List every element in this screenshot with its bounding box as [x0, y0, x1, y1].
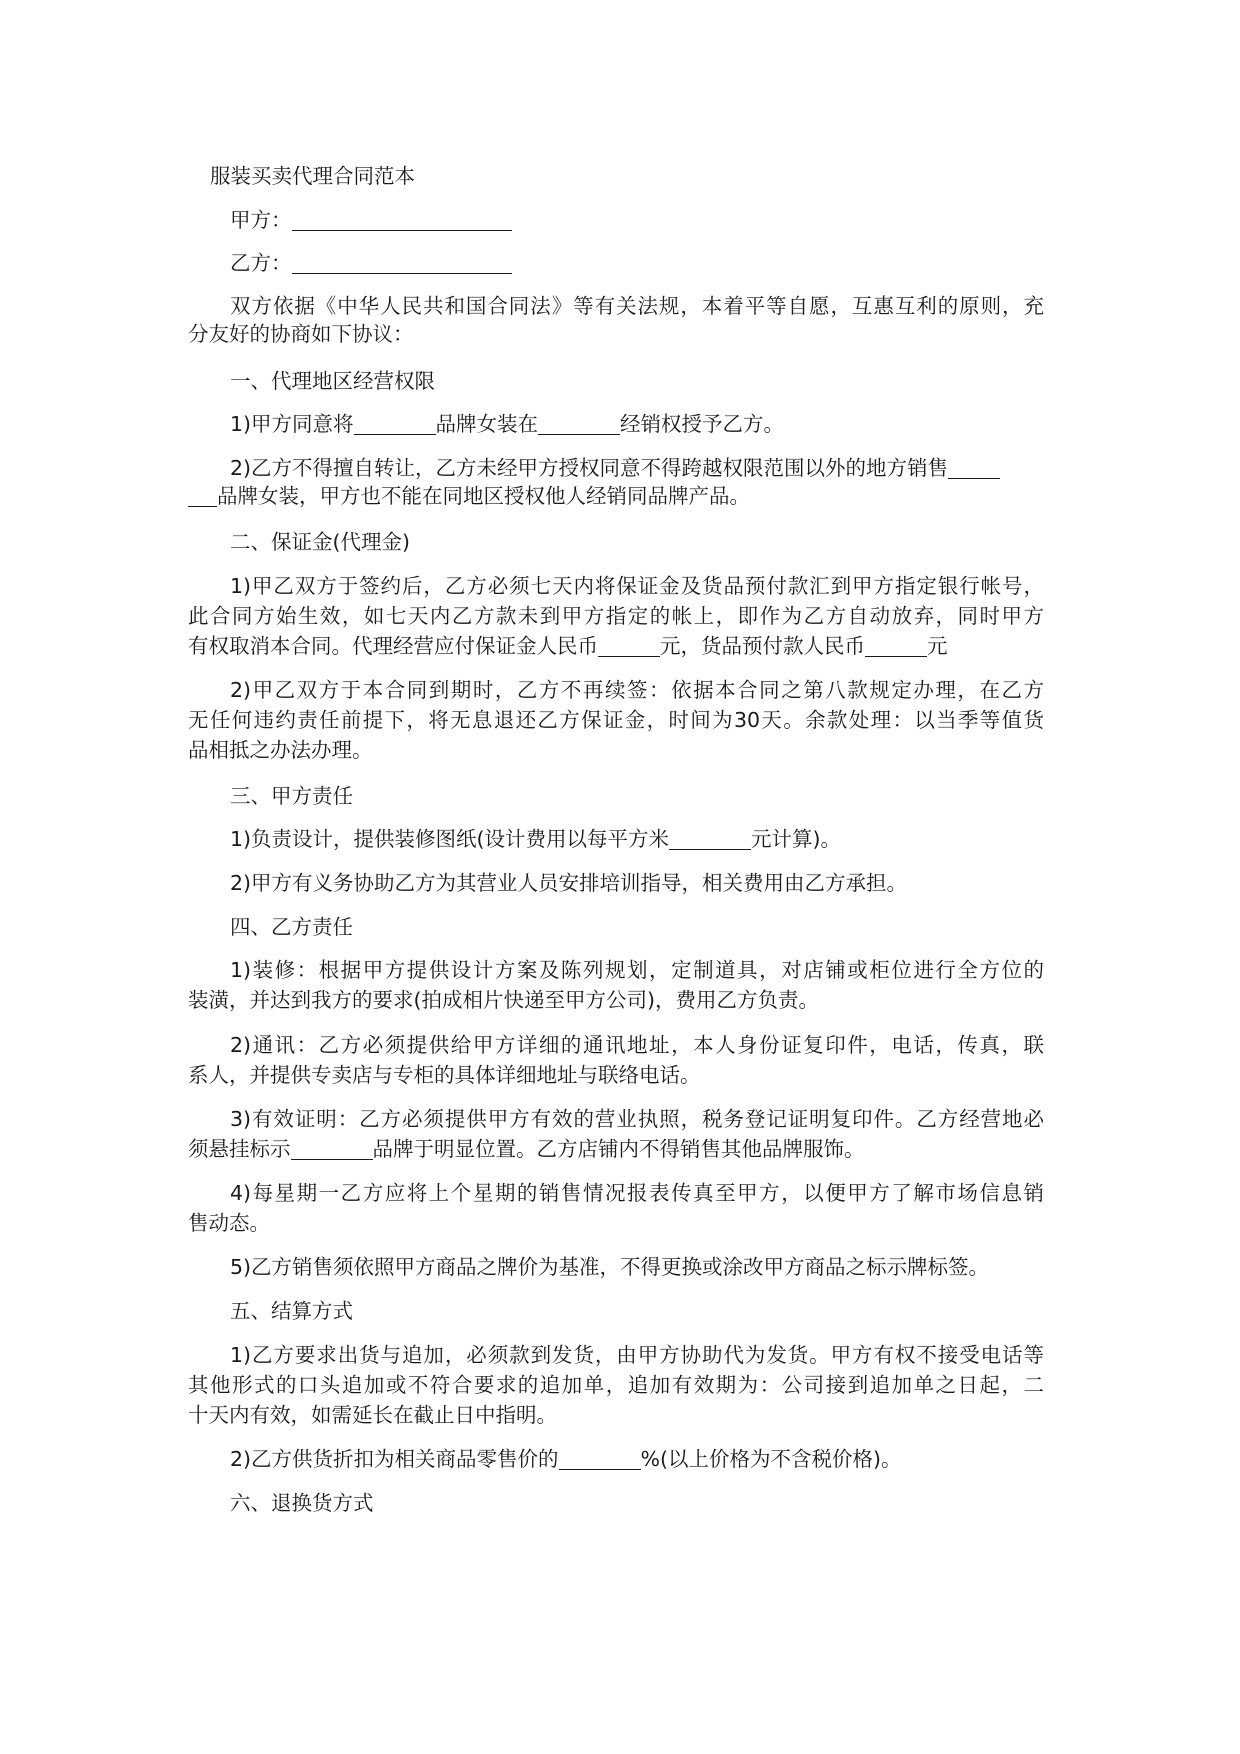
section-5-clause-1-line-1: 1)乙方要求出货与追加，必须款到发货，由甲方协助代为发货。甲方有权不接受电话等 [230, 1343, 1044, 1367]
section-4-clause-5: 5)乙方销售须依照甲方商品之牌价为基准，不得更换或涂改甲方商品之标示牌标签。 [230, 1255, 990, 1279]
section-3-heading: 三、甲方责任 [230, 784, 353, 808]
section-5-clause-1-line-2: 其他形式的口头追加或不符合要求的追加单，追加有效期为：公司接到追加单之日起，二 [188, 1373, 1044, 1397]
brand-blank-continued [188, 482, 217, 507]
section-4-clause-4-line-1: 4)每星期一乙方应将上个星期的销售情况报表传真至甲方，以便甲方了解市场信息销 [230, 1181, 1044, 1205]
section-2-clause-1-line-3: 有权取消本合同。代理经营应付保证金人民币 元，货品预付款人民币 元 [188, 634, 948, 658]
section-5-heading: 五、结算方式 [230, 1299, 353, 1323]
prepayment-amount-blank [865, 632, 927, 657]
section-4-clause-2-line-2: 系人，并提供专卖店与专柜的具体详细地址与联络电话。 [188, 1063, 701, 1087]
section-3-clause-1: 1)负责设计，提供装修图纸(设计费用以每平方米 元计算)。 [230, 827, 842, 851]
party-a-line: 甲方： [230, 203, 1044, 237]
section-4-clause-1-line-2: 装潢，并达到我方的要求(拍成相片快递至甲方公司)，费用乙方负责。 [188, 988, 819, 1012]
party-b-blank [292, 249, 512, 274]
party-b-line: 乙方： [230, 246, 1044, 280]
preamble-line-2: 分友好的协商如下协议： [188, 322, 414, 346]
section-2-clause-1-line-1: 1)甲乙双方于签约后，乙方必须七天内将保证金及货品预付款汇到甲方指定银行帐号， [230, 574, 1044, 598]
section-6-heading: 六、退换货方式 [230, 1491, 374, 1515]
section-3-clause-2: 2)甲方有义务协助乙方为其营业人员安排培训指导，相关费用由乙方承担。 [230, 871, 908, 895]
section-2-clause-1-line-2: 此合同方始生效，如七天内乙方款未到甲方指定的帐上，即作为乙方自动放弃，同时甲方 [188, 604, 1044, 628]
deposit-amount-blank [598, 632, 660, 657]
section-4-clause-2-line-1: 2)通讯：乙方必须提供给甲方详细的通讯地址，本人身份证复印件，电话，传真，联 [230, 1033, 1044, 1057]
section-1-clause-1: 1)甲方同意将 品牌女装在 经销权授予乙方。 [230, 412, 785, 436]
section-1-clause-2-line-2: 品牌女装，甲方也不能在同地区授权他人经销同品牌产品。 [188, 479, 1044, 513]
section-5-clause-2: 2)乙方供货折扣为相关商品零售价的 %(以上价格为不含税价格)。 [230, 1447, 902, 1471]
brand-blank [948, 454, 1000, 479]
section-4-clause-3-line-2: 须悬挂标示 品牌于明显位置。乙方店铺内不得销售其他品牌服饰。 [188, 1137, 865, 1161]
section-4-clause-4-line-2: 售动态。 [188, 1211, 270, 1235]
section-1-clause-2-line-1: 2)乙方不得擅自转让，乙方未经甲方授权同意不得跨越权限范围以外的地方销售 [230, 451, 1044, 485]
brand-blank [354, 410, 436, 435]
section-1-heading: 一、代理地区经营权限 [230, 369, 435, 393]
section-5-clause-1-line-3: 十天内有效，如需延长在截止日中指明。 [188, 1403, 557, 1427]
section-4-clause-3-line-1: 3)有效证明：乙方必须提供甲方有效的营业执照，税务登记证明复印件。乙方经营地必 [230, 1107, 1044, 1131]
section-4-clause-1-line-1: 1)装修：根据甲方提供设计方案及陈列规划，定制道具，对店铺或柜位进行全方位的 [230, 958, 1044, 982]
preamble-line-1: 双方依据《中华人民共和国合同法》等有关法规，本着平等自愿，互惠互利的原则，充 [230, 294, 1044, 318]
section-2-clause-2-line-3: 品相抵之办法办理。 [188, 738, 373, 762]
document-title: 服装买卖代理合同范本 [210, 164, 415, 188]
brand-sign-blank [291, 1135, 373, 1160]
section-2-clause-2-line-2: 无任何违约责任前提下，将无息退还乙方保证金，时间为30天。余款处理：以当季等值货 [188, 708, 1044, 732]
design-fee-blank [669, 825, 751, 850]
party-a-blank [292, 206, 512, 231]
section-4-heading: 四、乙方责任 [230, 915, 353, 939]
region-blank [538, 410, 620, 435]
section-2-clause-2-line-1: 2)甲乙双方于本合同到期时，乙方不再续签：依据本合同之第八款规定办理，在乙方 [230, 678, 1044, 702]
section-2-heading: 二、保证金(代理金) [230, 530, 410, 554]
discount-rate-blank [559, 1445, 641, 1470]
